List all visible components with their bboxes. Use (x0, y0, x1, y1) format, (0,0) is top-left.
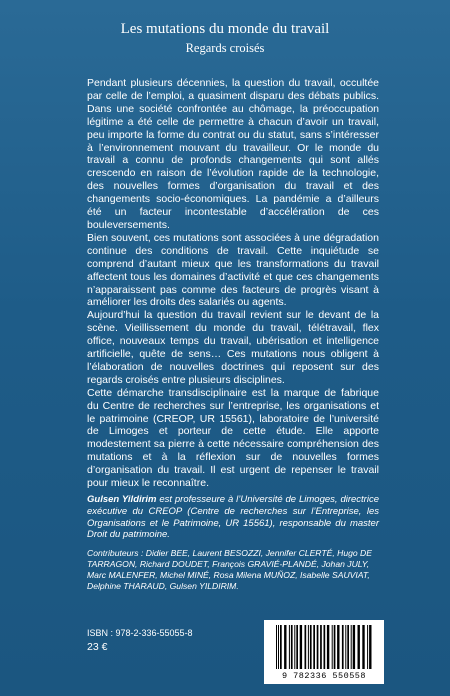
blurb-paragraph: Pendant plusieurs décennies, la question du travail, occultée par celle de l’emploi, a quasiment disparu des débats publics. Dans une société confrontée au chômage, la préoccupation légitime a été celle de permettre à chacun d’avoir un travail, peu importe la forme du contrat ou du statut, sans s’intéresser à l’environnement mouvant du travailleur. Or le monde du travail a connu de profonds changements qui sont allés crescendo en raison de l’évolution rapide de la technologie, des nouvelles formes d’organisation du travail et des changements socio-économiques. La pandémie a d’ailleurs été un facteur incontestable d’accélération de ces bouleversements. (87, 77, 379, 231)
blurb-paragraph: Bien souvent, ces mutations sont associées à une dégradation continue des conditions de travail. Cette inquiétude se comprend d’autant mieux que les transformations du travail affectent tous les domaines d’activité et que ces changements n’apparaissent pas comme des facteurs de progrès visant à améliorer les droits des salariés ou agents. (87, 231, 379, 309)
contributors-text: Contributeurs : Didier BEE, Laurent BESOZZI, Jennifer CLERTÉ, Hugo DE TARRAGON, Richard DOUDET, François GRAVIÉ-PLANDÉ, Johan JULY, Marc MALENFER, Michel MINÉ, Rosa Milena MUÑOZ, Isabelle SAUVIAT, Delphine THARAUD, Gulsen YILDIRIM. (87, 548, 372, 591)
title-block (0, 21, 450, 56)
barcode (264, 620, 384, 684)
book-subtitle: Regards croisés (185, 41, 265, 55)
blurb-paragraph: Cette démarche transdisciplinaire est la marque de fabrique du Centre de recherches sur l’entreprise, les organisations et le patrimoine (CREOP, UR 15561), laboratoire de l’université de Limoges et porteur de cette étude. Elle apporte modestement sa pierre à cette nécessaire compréhension des mutations et à la réflexion sur de nouvelles formes d’organisation du travail. Il est urgent de repenser le travail pour mieux le reconnaître. (87, 386, 379, 490)
blurb (87, 77, 379, 490)
barcode-digits: 9 782336 550558 (281, 671, 366, 681)
isbn: ISBN : 978-2-336-55055-8 (87, 628, 193, 638)
contributors (87, 548, 379, 592)
blurb-paragraph: Aujourd’hui la question du travail revient sur le devant de la scène. Vieillissement du monde du travail, télétravail, flex office, nouveaux temps du travail, ubérisation et intelligence artificielle, quête de sens… Ces mutations nous obligent à l’élaboration de nouvelles doctrines qui reposent sur des regards croisés entre plusieurs disciplines. (87, 309, 379, 386)
author-bio-text: est professeure à l’Université de Limoges, directrice exécutive du CREOP (Centre de recherches sur l’Entreprise, les Organisations et le Patrimoine, UR 15561), responsable du master Droit du patrimoine. (87, 494, 379, 541)
book-title: Les mutations du monde du travail (120, 21, 330, 37)
price: 23 € (87, 641, 108, 653)
author-bio (87, 494, 379, 541)
author-name: Gulsen Yildirim (87, 494, 157, 505)
